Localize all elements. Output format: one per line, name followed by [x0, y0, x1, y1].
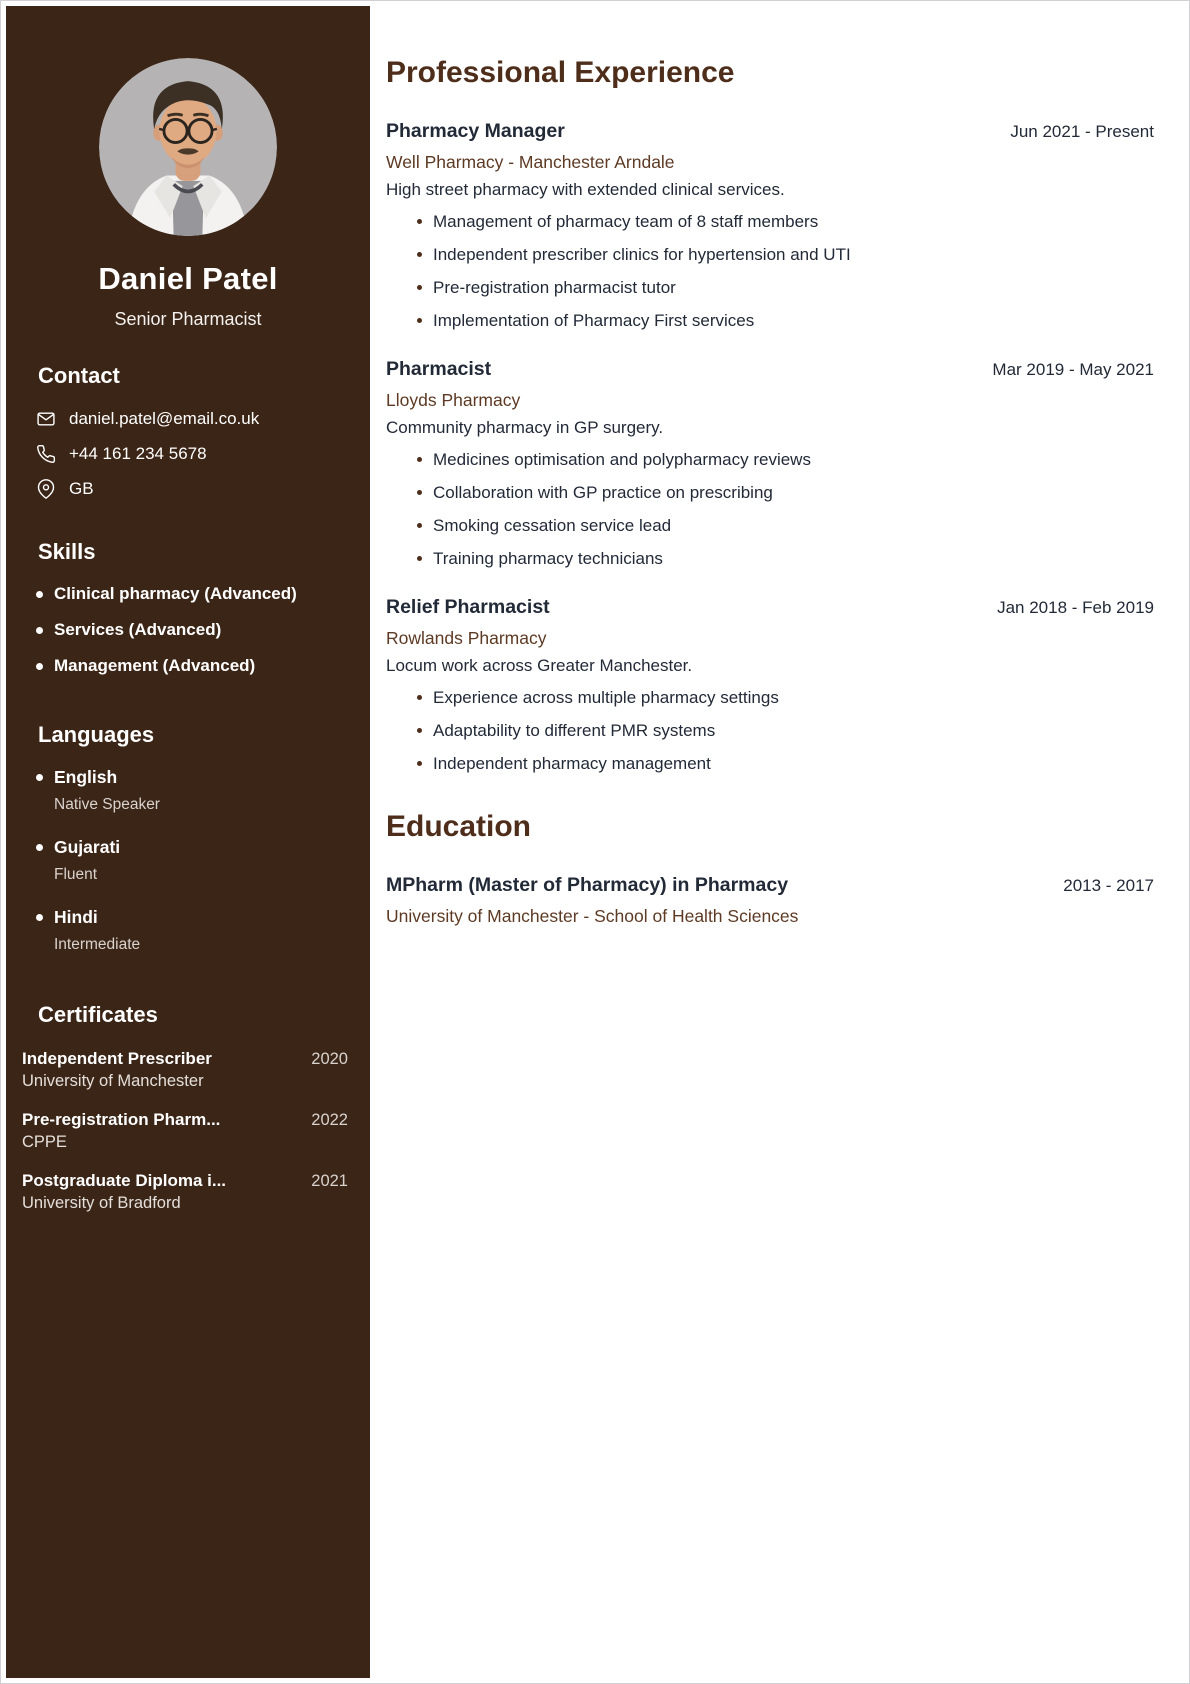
certificate-issuer: CPPE	[22, 1133, 67, 1151]
job-bullet: Medicines optimisation and polypharmacy reviews	[386, 450, 1154, 470]
job-title: Pharmacist	[386, 358, 492, 380]
experience-entry	[386, 358, 1154, 569]
job-bullet: Smoking cessation service lead	[386, 516, 1154, 536]
job-bullet: Independent prescriber clinics for hypertension and UTI	[386, 245, 1154, 265]
certificate-name: Independent Prescriber	[22, 1049, 212, 1068]
certificate-issuer: University of Bradford	[22, 1194, 181, 1212]
education-dates: 2013 - 2017	[1063, 876, 1154, 895]
job-bullet-list	[386, 688, 1154, 774]
job-header	[386, 358, 1154, 381]
certificate-item	[6, 1049, 370, 1091]
job-dates: Jan 2018 - Feb 2019	[997, 598, 1154, 617]
skills-heading: Skills	[38, 539, 96, 564]
certificate-row	[22, 1110, 348, 1130]
certificate-item	[6, 1171, 370, 1213]
education-entry	[386, 874, 1154, 927]
contact-heading: Contact	[38, 363, 120, 388]
education-header	[386, 874, 1154, 897]
language-item	[36, 837, 352, 884]
skills-list	[36, 584, 352, 676]
certificates-list	[6, 1049, 370, 1213]
contact-location-value: GB	[69, 479, 94, 498]
language-name: Hindi	[54, 907, 98, 927]
resume-page	[6, 6, 1184, 1678]
job-summary: Community pharmacy in GP surgery.	[386, 418, 664, 437]
language-name: Gujarati	[54, 837, 121, 857]
job-bullet: Pre-registration pharmacist tutor	[386, 278, 1154, 298]
job-company: Well Pharmacy - Manchester Arndale	[386, 152, 675, 172]
skills-section	[6, 539, 370, 676]
contact-email-row	[36, 409, 352, 429]
language-item	[36, 767, 352, 814]
experience-list	[386, 120, 1154, 774]
job-summary: Locum work across Greater Manchester.	[386, 656, 693, 675]
language-item	[36, 907, 352, 954]
certificates-section	[6, 1002, 370, 1213]
language-level: Fluent	[54, 866, 98, 883]
certificate-name: Pre-registration Pharm...	[22, 1110, 221, 1129]
certificate-year: 2022	[311, 1111, 348, 1129]
skill-item: Clinical pharmacy (Advanced)	[36, 584, 352, 604]
certificate-name: Postgraduate Diploma i...	[22, 1171, 227, 1190]
job-header	[386, 120, 1154, 143]
job-bullet: Implementation of Pharmacy First services	[386, 311, 1154, 331]
education-heading: Education	[386, 810, 532, 843]
language-name: English	[54, 767, 118, 787]
contact-section	[6, 363, 370, 499]
job-bullet: Collaboration with GP practice on prescribing	[386, 483, 1154, 503]
contact-phone-value: +44 161 234 5678	[69, 444, 207, 463]
job-bullet-list	[386, 450, 1154, 569]
avatar-illustration	[99, 58, 277, 236]
languages-section	[6, 722, 370, 954]
main-content	[370, 6, 1184, 1678]
language-level: Native Speaker	[54, 796, 160, 813]
languages-list	[36, 767, 352, 954]
job-bullet-list	[386, 212, 1154, 331]
education-institution: University of Manchester - School of Health Sciences	[386, 906, 799, 926]
candidate-title: Senior Pharmacist	[114, 309, 262, 329]
sidebar	[6, 6, 370, 1678]
certificate-year: 2020	[311, 1050, 348, 1068]
email-icon	[36, 409, 56, 429]
contact-location-row	[36, 479, 352, 499]
experience-heading: Professional Experience	[386, 56, 735, 89]
language-level: Intermediate	[54, 936, 141, 953]
skill-item: Services (Advanced)	[36, 620, 352, 640]
job-bullet: Experience across multiple pharmacy settings	[386, 688, 1154, 708]
job-summary: High street pharmacy with extended clinical services.	[386, 180, 785, 199]
contact-email-value: daniel.patel@email.co.uk	[69, 409, 260, 428]
avatar	[99, 58, 277, 236]
certificates-heading: Certificates	[38, 1002, 158, 1027]
location-icon	[36, 479, 56, 499]
experience-entry	[386, 596, 1154, 774]
education-list	[386, 874, 1154, 927]
job-company: Rowlands Pharmacy	[386, 628, 547, 648]
experience-entry	[386, 120, 1154, 331]
job-dates: Mar 2019 - May 2021	[992, 360, 1154, 379]
skill-item: Management (Advanced)	[36, 656, 352, 676]
certificate-item	[6, 1110, 370, 1152]
job-dates: Jun 2021 - Present	[1010, 122, 1154, 141]
certificate-row	[22, 1171, 348, 1191]
certificate-issuer: University of Manchester	[22, 1072, 204, 1090]
job-company: Lloyds Pharmacy	[386, 390, 521, 410]
languages-heading: Languages	[38, 722, 155, 747]
job-bullet: Independent pharmacy management	[386, 754, 1154, 774]
contact-phone-row	[36, 444, 352, 464]
candidate-name: Daniel Patel	[98, 261, 278, 296]
education-degree: MPharm (Master of Pharmacy) in Pharmacy	[386, 874, 789, 896]
job-header	[386, 596, 1154, 619]
job-bullet: Adaptability to different PMR systems	[386, 721, 1154, 741]
job-bullet: Training pharmacy technicians	[386, 549, 1154, 569]
certificate-year: 2021	[311, 1172, 348, 1190]
phone-icon	[36, 444, 56, 464]
job-title: Relief Pharmacist	[386, 596, 550, 618]
certificate-row	[22, 1049, 348, 1069]
job-bullet: Management of pharmacy team of 8 staff members	[386, 212, 1154, 232]
job-title: Pharmacy Manager	[386, 120, 565, 142]
